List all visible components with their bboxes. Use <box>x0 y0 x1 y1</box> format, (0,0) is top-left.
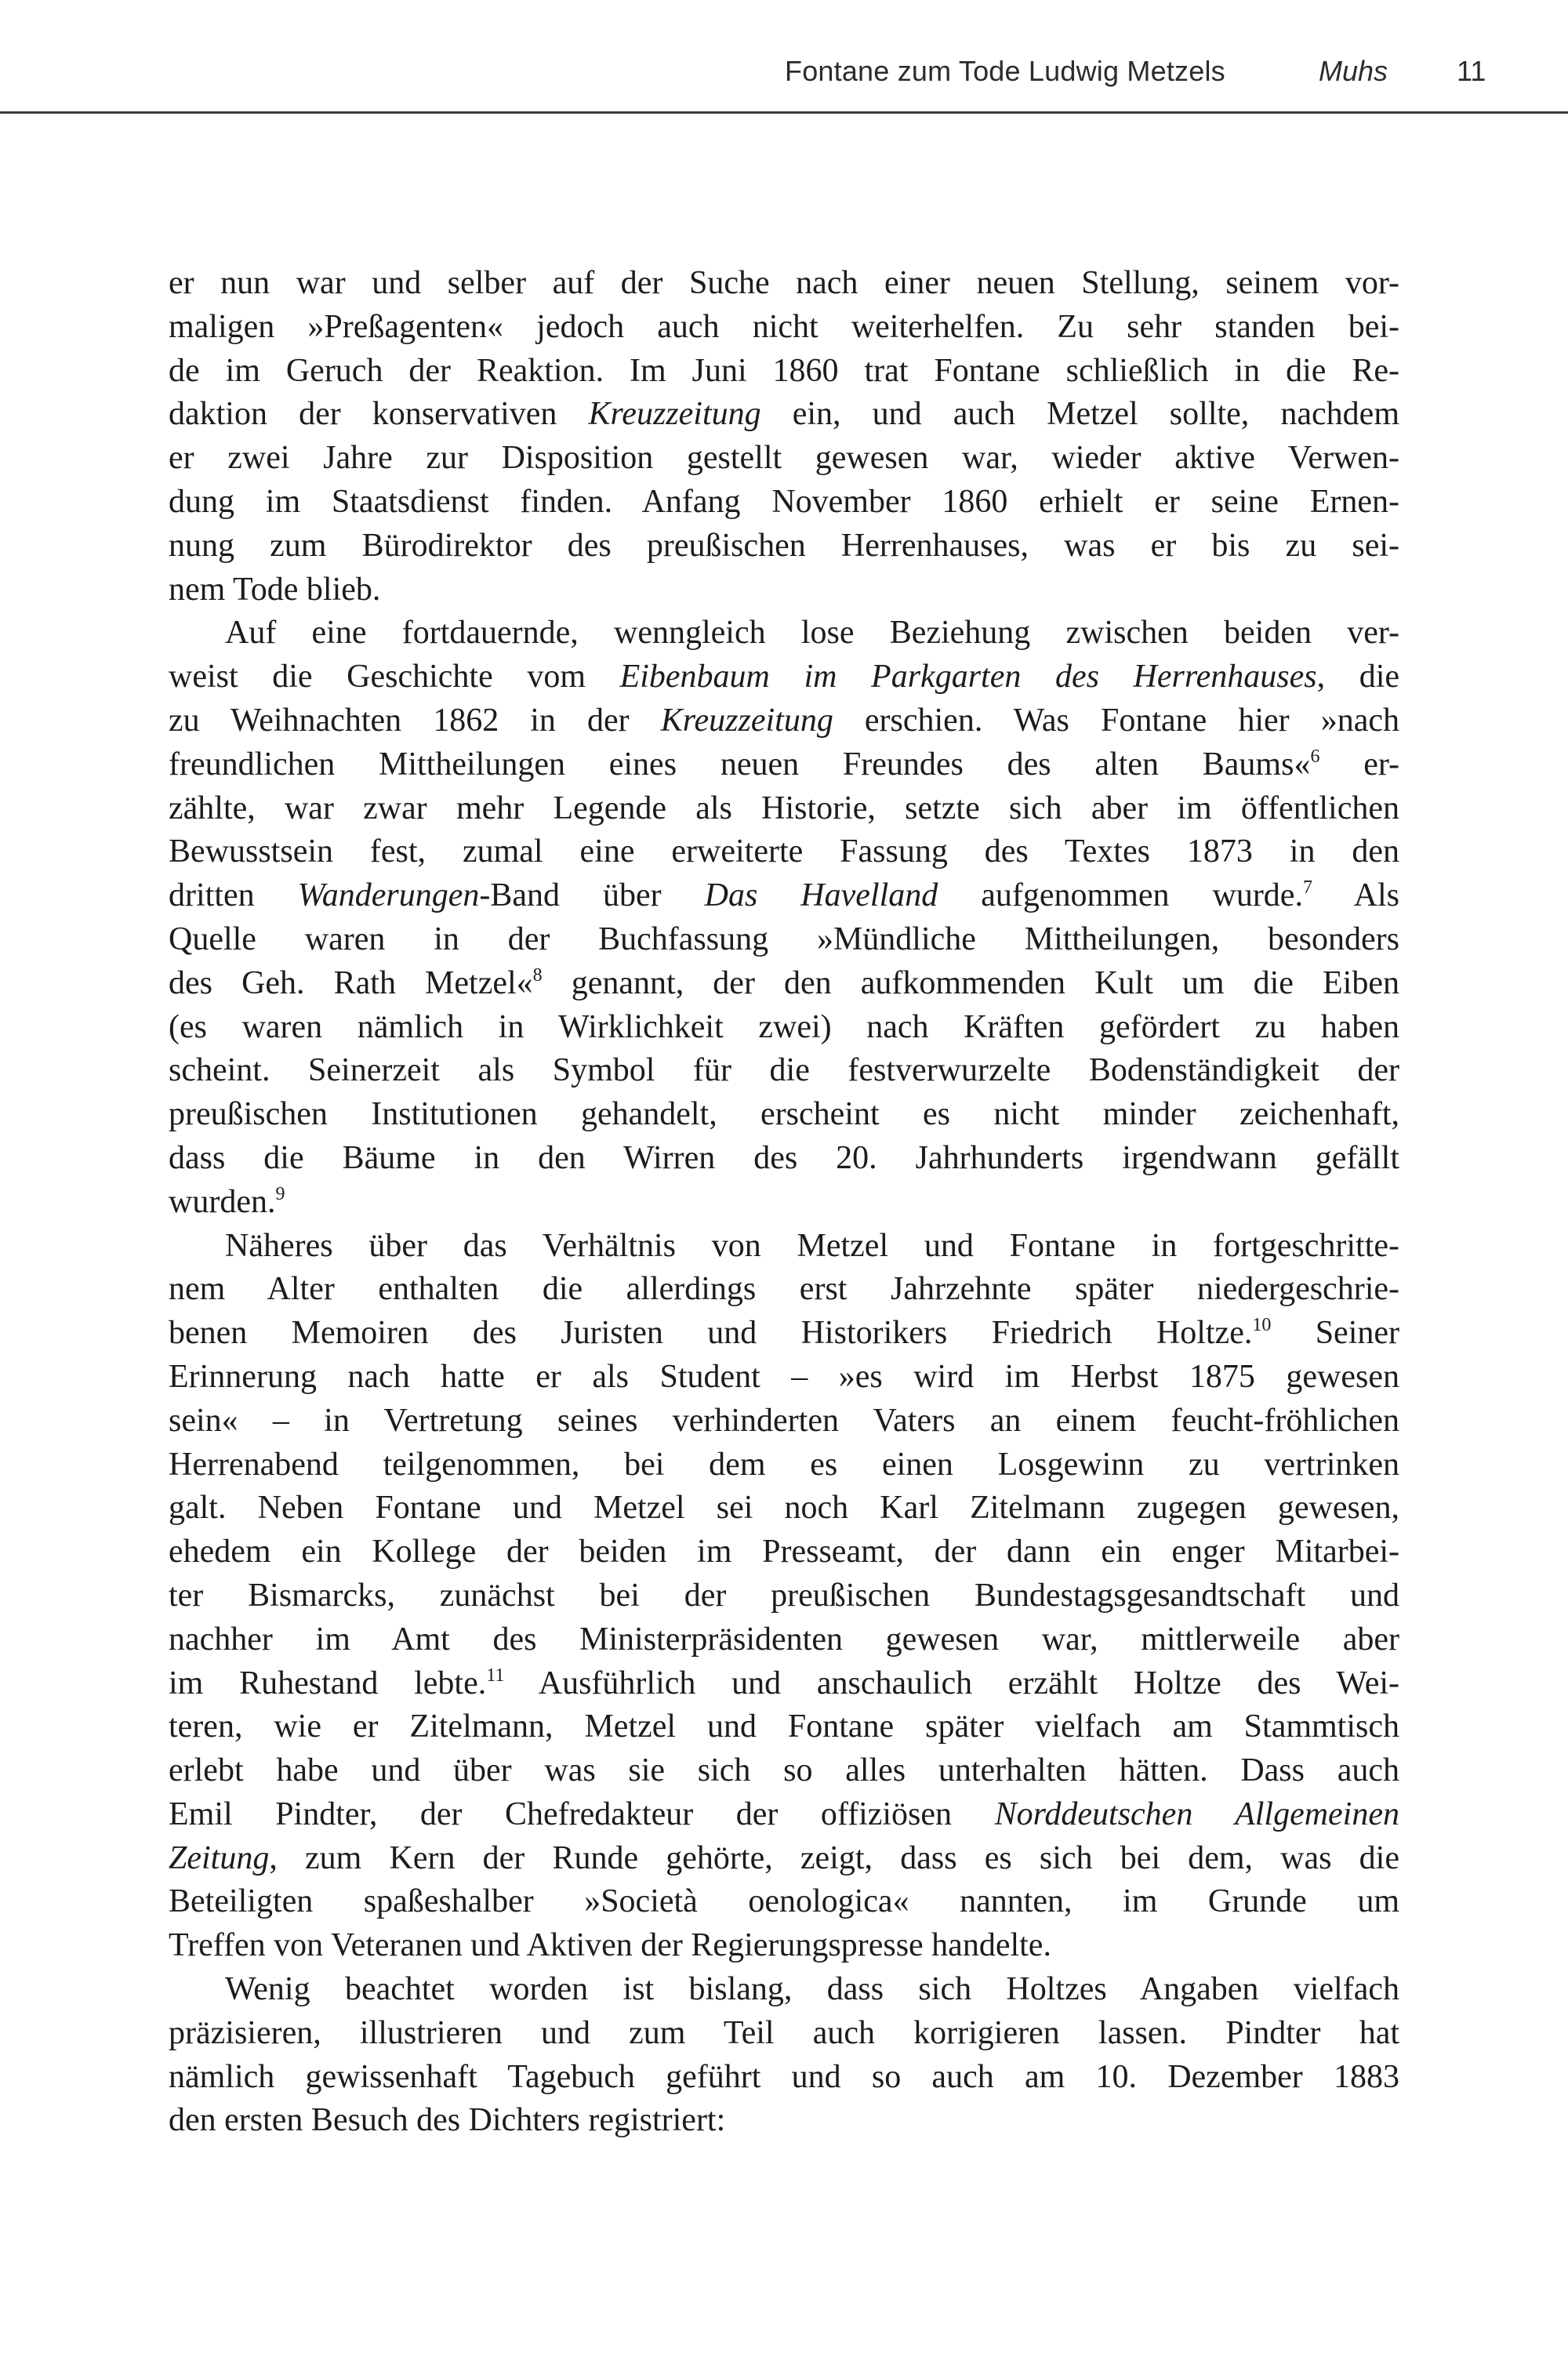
text-run: scheint. Seinerzeit als Symbol für die festverwurzelte Bodenständigkeit der <box>169 1052 1399 1089</box>
footnote-marker: 7 <box>1302 877 1312 899</box>
text-run: ter Bismarcks, zunächst bei der preußischen Bundestagsgesandtschaft und <box>169 1577 1399 1614</box>
text-run: Als <box>1312 877 1399 914</box>
text-line <box>169 1093 1399 1137</box>
text-run: dritten <box>169 877 298 914</box>
italic-title: Kreuzzeitung <box>660 702 833 739</box>
text-line <box>169 1137 1399 1181</box>
paragraph <box>169 612 1399 1224</box>
text-run: daktion der konservativen <box>169 396 589 433</box>
text-line <box>169 1049 1399 1093</box>
text-run: -Band über <box>479 877 705 914</box>
footnote-marker: 11 <box>486 1665 505 1686</box>
footnote-marker: 10 <box>1252 1315 1272 1336</box>
italic-title: Das Havelland <box>704 877 938 914</box>
text-line <box>169 1225 1399 1269</box>
text-line <box>169 1705 1399 1749</box>
text-run: Beteiligten spaßeshalber »Società oenologica« nannten, im Grunde um <box>169 1883 1399 1920</box>
text-run: zu Weihnachten 1862 in der <box>169 702 661 739</box>
text-run: genannt, der den aufkommenden Kult um die Eiben <box>542 964 1399 1001</box>
text-line <box>169 350 1399 394</box>
text-run: galt. Neben Fontane und Metzel sei noch Karl Zitelmann zugegen gewesen, <box>169 1490 1399 1527</box>
text-run: erlebt habe und über was sie sich so alles unterhalten hätten. Dass auch <box>169 1752 1399 1789</box>
text-run: ein, und auch Metzel sollte, nachdem <box>760 396 1399 433</box>
text-run: Ausführlich und anschaulich erzählt Holtze des Wei- <box>504 1665 1399 1701</box>
text-run: preußischen Institutionen gehandelt, erscheint es nicht minder zeichenhaft, <box>169 1096 1399 1133</box>
text-run: im Ruhestand lebte. <box>169 1665 487 1701</box>
footnote-marker: 6 <box>1310 746 1320 767</box>
text-line <box>169 699 1399 743</box>
text-line <box>169 481 1399 525</box>
text-line <box>169 874 1399 918</box>
text-line <box>169 2099 1399 2143</box>
text-run: maligen »Preßagenten« jedoch auch nicht weiterhelfen. Zu sehr standen bei- <box>169 308 1399 345</box>
text-run: , die <box>1316 659 1400 695</box>
text-line <box>169 1968 1399 2012</box>
text-run: nung zum Bürodirektor des preußischen Herrenhauses, was er bis zu sei- <box>169 527 1399 564</box>
text-run: weist die Geschichte vom <box>169 659 620 695</box>
text-line <box>169 655 1399 699</box>
paragraph <box>169 262 1399 612</box>
text-line <box>169 1006 1399 1050</box>
italic-title: Wanderungen <box>297 877 480 914</box>
italic-title: Norddeutschen Allgemeinen <box>994 1796 1399 1832</box>
text-line <box>169 437 1399 481</box>
text-line <box>169 1487 1399 1531</box>
text-line <box>169 1924 1399 1968</box>
italic-title: Eibenbaum im Parkgarten des Herrenhauses <box>619 659 1317 695</box>
running-head-author: Muhs <box>1319 55 1388 87</box>
italic-title: Kreuzzeitung <box>588 396 761 433</box>
text-run: nem Alter enthalten die allerdings erst Jahrzehnte später niedergeschrie- <box>169 1271 1399 1308</box>
text-line <box>169 1400 1399 1443</box>
text-line <box>169 306 1399 350</box>
text-run: erschien. Was Fontane hier »nach <box>833 702 1399 739</box>
text-run: ehedem ein Kollege der beiden im Presseamt, der dann ein enger Mitarbei- <box>169 1534 1399 1570</box>
text-run: dung im Staatsdienst finden. Anfang November 1860 erhielt er seine Ernen- <box>169 483 1399 520</box>
footnote-marker: 9 <box>275 1183 285 1204</box>
text-line <box>169 918 1399 962</box>
text-line <box>169 1531 1399 1574</box>
text-run: Seiner <box>1271 1315 1399 1352</box>
text-run: Emil Pindter, der Chefredakteur der offiziösen <box>169 1796 995 1832</box>
text-line <box>169 1268 1399 1312</box>
paragraph <box>169 1968 1399 2143</box>
text-run: benen Memoiren des Juristen und Historikers Friedrich Holtze. <box>169 1315 1253 1352</box>
text-line <box>169 568 1399 612</box>
running-head-title: Fontane zum Tode Ludwig Metzels <box>785 55 1225 87</box>
text-line <box>169 1837 1399 1881</box>
text-run: nachher im Amt des Ministerpräsidenten gewesen war, mittlerweile aber <box>169 1621 1399 1658</box>
text-run: Treffen von Veteranen und Aktiven der Regierungspresse handelte. <box>169 1927 1051 1964</box>
text-line <box>169 1356 1399 1400</box>
text-run: Quelle waren in der Buchfassung »Mündliche Mittheilungen, besonders <box>169 921 1399 957</box>
text-run: Herrenabend teilgenommen, bei dem es einen Losgewinn zu vertrinken <box>169 1446 1399 1483</box>
text-line <box>169 1749 1399 1793</box>
text-run: (es waren nämlich in Wirklichkeit zwei) nach Kräften gefördert zu haben <box>169 1008 1399 1045</box>
text-line <box>169 962 1399 1006</box>
text-run: wurden. <box>169 1183 276 1220</box>
text-line <box>169 2012 1399 2056</box>
text-line <box>169 1618 1399 1662</box>
text-run: er- <box>1319 746 1399 783</box>
text-run: des Geh. Rath Metzel« <box>169 964 533 1001</box>
running-head <box>0 0 1568 113</box>
text-run: präzisieren, illustrieren und zum Teil auch korrigieren lassen. Pindter hat <box>169 2014 1399 2051</box>
text-line <box>169 612 1399 655</box>
text-run: er nun war und selber auf der Suche nach einer neuen Stellung, seinem vor- <box>169 265 1399 301</box>
text-line <box>169 1662 1399 1706</box>
header-rule <box>0 111 1568 114</box>
text-line <box>169 830 1399 874</box>
text-line <box>169 743 1399 787</box>
text-line <box>169 1880 1399 1924</box>
text-run: dass die Bäume in den Wirren des 20. Jahrhunderts irgendwann gefällt <box>169 1139 1399 1176</box>
text-line <box>169 787 1399 831</box>
text-run: Wenig beachtet worden ist bislang, dass sich Holtzes Angaben vielfach <box>225 1971 1399 2008</box>
text-line <box>169 393 1399 437</box>
text-run: den ersten Besuch des Dichters registriert: <box>169 2102 726 2139</box>
page-number: 11 <box>1457 55 1486 87</box>
text-line <box>169 1181 1399 1225</box>
text-line <box>169 262 1399 306</box>
text-run: Auf eine fortdauernde, wenngleich lose Beziehung zwischen beiden ver- <box>225 615 1399 652</box>
text-run: Bewusstsein fest, zumal eine erweiterte Fassung des Textes 1873 in den <box>169 833 1399 870</box>
body-text <box>169 262 1399 2143</box>
text-run: sein« – in Vertretung seines verhinderten Vaters an einem feucht-fröhlichen <box>169 1402 1399 1439</box>
text-run: freundlichen Mittheilungen eines neuen Freundes des alten Baums« <box>169 746 1311 783</box>
footnote-marker: 8 <box>532 964 543 986</box>
text-line <box>169 1574 1399 1618</box>
text-run: nem Tode blieb. <box>169 571 381 608</box>
text-run: zählte, war zwar mehr Legende als Historie, setzte sich aber im öffentlichen <box>169 790 1399 826</box>
text-line <box>169 1443 1399 1487</box>
italic-title: Zeitung <box>169 1839 270 1876</box>
text-run: Erinnerung nach hatte er als Student – »es wird im Herbst 1875 gewesen <box>169 1358 1399 1395</box>
text-run: teren, wie er Zitelmann, Metzel und Fontane später vielfach am Stammtisch <box>169 1708 1399 1745</box>
text-line <box>169 2056 1399 2100</box>
text-run: er zwei Jahre zur Disposition gestellt gewesen war, wieder aktive Verwen- <box>169 440 1399 477</box>
text-run: , zum Kern der Runde gehörte, zeigt, dass es sich bei dem, was die <box>269 1839 1399 1876</box>
text-line <box>169 525 1399 568</box>
text-run: Näheres über das Verhältnis von Metzel und Fontane in fortgeschritte- <box>225 1227 1399 1264</box>
paragraph <box>169 1225 1399 1969</box>
text-run: de im Geruch der Reaktion. Im Juni 1860 trat Fontane schließlich in die Re- <box>169 352 1399 389</box>
text-run: nämlich gewissenhaft Tagebuch geführt und so auch am 10. Dezember 1883 <box>169 2058 1399 2095</box>
text-run: aufgenommen wurde. <box>938 877 1303 914</box>
text-line <box>169 1793 1399 1837</box>
text-line <box>169 1312 1399 1356</box>
